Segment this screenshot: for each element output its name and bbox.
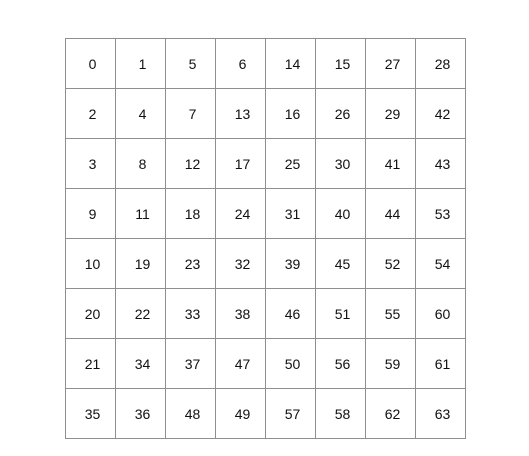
grid-cell: 25: [266, 139, 316, 189]
grid-cell: 15: [316, 39, 366, 89]
grid-cell: 63: [416, 389, 466, 439]
grid-cell: 52: [366, 239, 416, 289]
grid-cell: 23: [166, 239, 216, 289]
grid-cell: 9: [66, 189, 116, 239]
grid-cell: 62: [366, 389, 416, 439]
grid-cell: 1: [116, 39, 166, 89]
grid-cell: 45: [316, 239, 366, 289]
grid-cell: 12: [166, 139, 216, 189]
grid-cell: 48: [166, 389, 216, 439]
grid-cell: 32: [216, 239, 266, 289]
grid-cell: 60: [416, 289, 466, 339]
grid-cell: 24: [216, 189, 266, 239]
grid-cell: 11: [116, 189, 166, 239]
grid-cell: 33: [166, 289, 216, 339]
grid-cell: 51: [316, 289, 366, 339]
grid-cell: 40: [316, 189, 366, 239]
grid-cell: 53: [416, 189, 466, 239]
grid-cell: 56: [316, 339, 366, 389]
grid-cell: 5: [166, 39, 216, 89]
grid-cell: 16: [266, 89, 316, 139]
grid-cell: 6: [216, 39, 266, 89]
grid-cell: 13: [216, 89, 266, 139]
grid-cell: 54: [416, 239, 466, 289]
grid-cell: 50: [266, 339, 316, 389]
grid-cell: 37: [166, 339, 216, 389]
grid-cell: 18: [166, 189, 216, 239]
grid-cell: 38: [216, 289, 266, 339]
grid-cell: 17: [216, 139, 266, 189]
grid-cell: 47: [216, 339, 266, 389]
grid-cell: 14: [266, 39, 316, 89]
grid-cell: 28: [416, 39, 466, 89]
grid-cell: 42: [416, 89, 466, 139]
grid-cell: 19: [116, 239, 166, 289]
grid-cell: 0: [66, 39, 116, 89]
grid-cell: 41: [366, 139, 416, 189]
grid-cell: 49: [216, 389, 266, 439]
grid-cell: 3: [66, 139, 116, 189]
grid-cell: 43: [416, 139, 466, 189]
grid-cell: 31: [266, 189, 316, 239]
grid-cell: 55: [366, 289, 416, 339]
grid-cell: 29: [366, 89, 416, 139]
grid-cell: 57: [266, 389, 316, 439]
grid-cell: 36: [116, 389, 166, 439]
grid-cell: 21: [66, 339, 116, 389]
grid-cell: 39: [266, 239, 316, 289]
grid-cell: 59: [366, 339, 416, 389]
grid-cell: 10: [66, 239, 116, 289]
grid-cell: 35: [66, 389, 116, 439]
grid-cell: 61: [416, 339, 466, 389]
grid-cell: 58: [316, 389, 366, 439]
grid-cell: 46: [266, 289, 316, 339]
grid-cell: 7: [166, 89, 216, 139]
grid-cell: 27: [366, 39, 416, 89]
grid-cell: 34: [116, 339, 166, 389]
grid-cell: 20: [66, 289, 116, 339]
grid-cell: 30: [316, 139, 366, 189]
grid-cell: 8: [116, 139, 166, 189]
zigzag-order-grid: [65, 38, 466, 439]
grid-cell: 26: [316, 89, 366, 139]
grid-cell: 22: [116, 289, 166, 339]
grid-cell: 44: [366, 189, 416, 239]
grid-cell: 4: [116, 89, 166, 139]
grid-cell: 2: [66, 89, 116, 139]
